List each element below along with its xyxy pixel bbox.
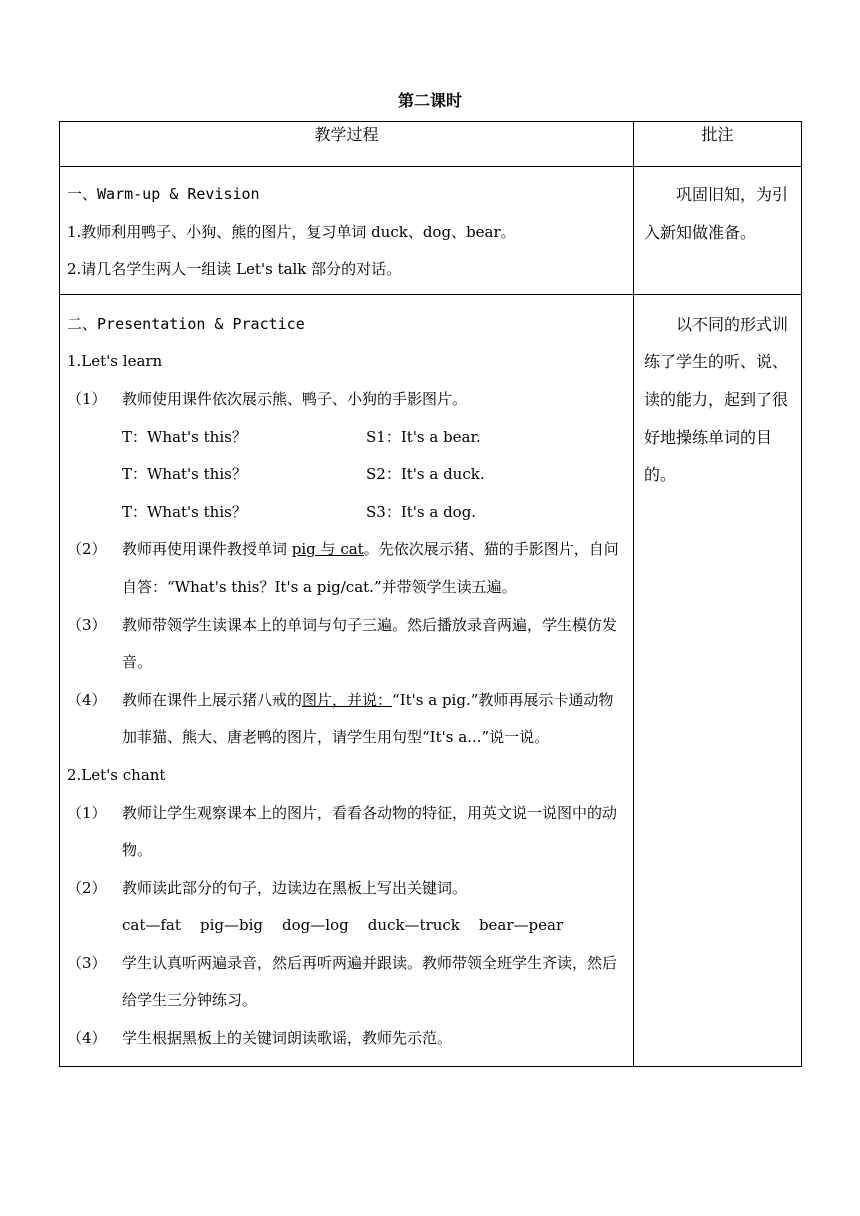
page-title: 第二课时 [397,91,462,110]
section1-heading: 一、Warm-up & Revision [67,185,260,203]
section2-note: 以不同的形式训练了学生的听、说、读的能力，起到了很好地操练单词的目的。 [634,294,802,1066]
table-row [60,167,802,295]
learn-step-2: （2） 教师再使用课件教授单词 pig 与 cat。先依次展示猪、猫的手影图片，自问自答：“What's this？It's a pig/cat.”并带领学生读五遍。 [67,540,619,596]
learn-step-3: （3） 教师带领学生读课本上的单词与句子三遍。然后播放录音两遍，学生模仿发音。 [67,615,618,672]
subheading-lets-learn: 1.Let's learn [67,352,163,371]
section1-note: 巩固旧知，为引入新知做准备。 [634,167,802,295]
dialog-line: T：What's this？ S1：It's a bear. [122,427,481,446]
section2-heading: 二、Presentation & Practice [67,314,305,333]
chant-step-4: （4） 学生根据黑板上的关键词朗读歌谣，教师先示范。 [67,1029,453,1048]
subheading-lets-chant: 2.Let's chant [67,765,166,784]
dialog-line: T：What's this？ S3：It's a dog. [122,502,477,521]
header-annotation: 批注 [634,122,802,167]
learn-step-4: （4） 教师在课件上展示猪八戒的图片，并说：“It's a pig.”教师再展示卡通动物加菲猫、熊大、唐老鸭的图片，请学生用句型“It's a...”说一说。 [67,690,614,747]
lesson-table [59,121,802,1067]
chant-keywords: cat—fat pig—big dog—log duck—truck bear—pear [122,916,564,935]
table-row [60,294,802,1066]
chant-step-3: （3） 学生认真听两遍录音，然后再听两遍并跟读。教师带领全班学生齐读，然后给学生三分钟练习。 [67,953,618,1010]
section1-content [60,167,634,295]
section2-content [60,294,634,1066]
table-header-row [60,122,802,167]
section1-line-1: 1.教师利用鸭子、小狗、熊的图片，复习单词 duck、dog、bear。 [67,222,516,241]
chant-step-2: （2） 教师读此部分的句子，边读边在黑板上写出关键词。 [67,878,468,897]
header-teaching-process: 教学过程 [60,122,634,167]
section1-line-2: 2.请几名学生两人一组读 Let's talk 部分的对话。 [67,260,402,279]
learn-step-1: （1） 教师使用课件依次展示熊、鸭子、小狗的手影图片。 [67,389,468,408]
chant-step-1: （1） 教师让学生观察课本上的图片，看看各动物的特征，用英文说一说图中的动物。 [67,803,618,860]
dialog-line: T：What's this？ S2：It's a duck. [122,465,485,484]
